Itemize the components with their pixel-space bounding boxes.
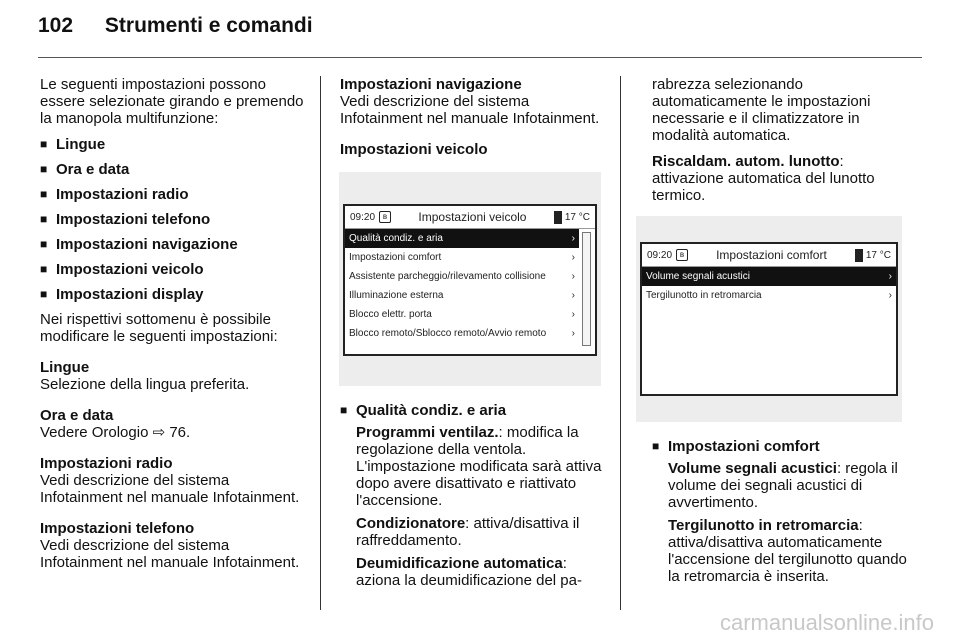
menu-item[interactable]: Qualità condiz. e aria › xyxy=(345,229,579,248)
list-item: ■ Impostazioni display xyxy=(40,286,308,303)
list-item: ■ Ora e data xyxy=(40,161,308,178)
paragraph: Deumidificazione automatica: aziona la deumidificazione del pa- xyxy=(356,555,582,589)
chevron-right-icon: › xyxy=(571,252,575,263)
radio-heading: Impostazioni radio xyxy=(40,455,173,472)
screen-menu xyxy=(642,267,896,305)
submenu-text: Nei rispettivi sottomenu è possibile modificare le seguenti impostazioni: xyxy=(40,311,278,345)
list-item: ■ Impostazioni navigazione xyxy=(40,236,308,253)
settings-list xyxy=(40,136,308,303)
chevron-right-icon: › xyxy=(888,271,892,282)
watermark: carmanualsonline.info xyxy=(719,610,934,635)
paragraph: Riscaldam. autom. lunotto: attivazione automatica del lunotto termico. xyxy=(652,153,875,204)
screen-title-bar xyxy=(345,206,595,229)
list-item: ■ Lingue xyxy=(40,136,308,153)
menu-item[interactable]: Tergilunotto in retromarcia › xyxy=(642,286,896,305)
navigazione-heading: Impostazioni navigazione xyxy=(340,76,522,93)
ora-text: Vedere Orologio ⇨ 76. xyxy=(40,424,191,441)
chevron-right-icon: › xyxy=(571,309,575,320)
telefono-text: Vedi descrizione del sistema Infotainment nel manuale Infotainment. xyxy=(40,537,300,571)
chevron-right-icon: › xyxy=(888,290,892,301)
screen-title: Impostazioni veicolo xyxy=(418,210,527,224)
lingue-text: Selezione della lingua preferita. xyxy=(40,376,250,393)
list-item: ■ Impostazioni telefono xyxy=(40,211,308,228)
scrollbar[interactable] xyxy=(582,232,591,346)
bluetooth-icon: ʙ xyxy=(379,211,391,223)
page-number: 102 xyxy=(38,14,74,37)
ora-heading: Ora e data xyxy=(40,407,114,424)
paragraph: rabrezza selezionando automaticamente le impostazioni necessarie e il climatizzatore in modalità automatica. xyxy=(652,76,871,144)
thermometer-icon xyxy=(554,211,562,224)
menu-item[interactable]: Assistente parcheggio/rilevamento collisione › xyxy=(345,267,579,286)
bluetooth-icon: ʙ xyxy=(676,249,688,261)
menu-item[interactable]: Impostazioni comfort › xyxy=(345,248,579,267)
column-2-lower xyxy=(340,402,605,595)
list-item: ■ Impostazioni veicolo xyxy=(40,261,308,278)
screen-menu xyxy=(345,229,595,343)
screen-image-comfort xyxy=(636,216,902,422)
column-3 xyxy=(652,76,917,213)
display-screen xyxy=(640,242,898,396)
display-screen xyxy=(343,204,597,356)
list-item: ■ Impostazioni radio xyxy=(40,186,308,203)
column-1 xyxy=(40,76,308,585)
lingue-heading: Lingue xyxy=(40,359,90,376)
bullet-heading: ■ Qualità condiz. e aria xyxy=(340,402,605,419)
section-title: Strumenti e comandi xyxy=(104,14,313,37)
menu-item[interactable]: Blocco remoto/Sblocco remoto/Avvio remoto › xyxy=(345,324,579,343)
chevron-right-icon: › xyxy=(571,290,575,301)
menu-item[interactable]: Illuminazione esterna › xyxy=(345,286,579,305)
chevron-right-icon: › xyxy=(571,328,575,339)
screen-title: Impostazioni comfort xyxy=(716,248,827,262)
telefono-heading: Impostazioni telefono xyxy=(40,520,195,537)
paragraph: Volume segnali acustici: regola il volume dei segnali acustici di avvertimento. xyxy=(668,460,898,511)
header-rule xyxy=(38,57,922,58)
page-ref-arrow-icon: ⇨ xyxy=(152,424,166,441)
veicolo-heading: Impostazioni veicolo xyxy=(340,141,488,158)
thermometer-icon xyxy=(855,249,863,262)
intro-text: Le seguenti impostazioni possono essere selezionate girando e premendo la manopola multifunzione: xyxy=(40,76,304,127)
screen-title-bar xyxy=(642,244,896,267)
page-ref-link[interactable]: 76. xyxy=(169,424,191,441)
column-divider xyxy=(320,76,321,610)
bullet-heading: ■ Impostazioni comfort xyxy=(652,438,917,455)
page-header xyxy=(38,14,313,38)
navigazione-text: Vedi descrizione del sistema Infotainment nel manuale Infotainment. xyxy=(340,93,600,127)
temperature: 17 °C xyxy=(554,211,590,224)
clock: 09:20 xyxy=(647,249,673,261)
screen-image-veicolo xyxy=(339,172,601,386)
menu-item[interactable]: Volume segnali acustici › xyxy=(642,267,896,286)
chevron-right-icon: › xyxy=(571,271,575,282)
column-3-lower xyxy=(652,438,917,591)
radio-text: Vedi descrizione del sistema Infotainment nel manuale Infotainment. xyxy=(40,472,300,506)
clock: 09:20 xyxy=(350,211,376,223)
menu-item[interactable]: Blocco elettr. porta › xyxy=(345,305,579,324)
paragraph: Programmi ventilaz.: modifica la regolazione della ventola. L'impostazione modificata sarà attiva dopo avere disattivato e riattivato l'accensione. xyxy=(356,424,602,509)
column-2 xyxy=(340,76,605,158)
paragraph: Condizionatore: attiva/disattiva il raffreddamento. xyxy=(356,515,580,549)
temperature: 17 °C xyxy=(855,249,891,262)
chevron-right-icon: › xyxy=(571,233,575,244)
paragraph: Tergilunotto in retromarcia: attiva/disattiva automaticamente l'accensione del tergilunotto quando la retromarcia è inserita. xyxy=(668,517,907,585)
column-divider xyxy=(620,76,621,610)
